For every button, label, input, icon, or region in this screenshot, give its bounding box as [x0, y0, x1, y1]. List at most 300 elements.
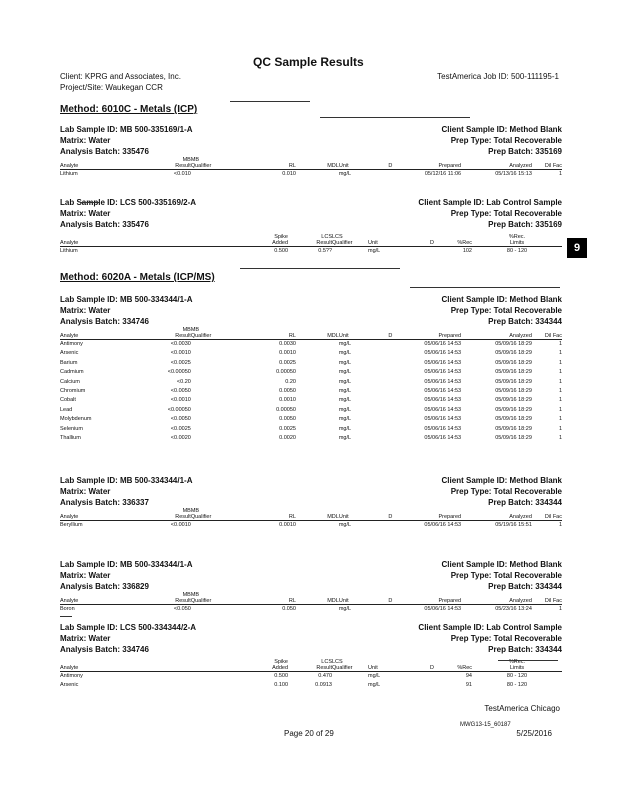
column-header: Analyte [60, 665, 230, 672]
prep-batch: Prep Batch: 334344 [488, 582, 562, 591]
table-cell: 1 [558, 171, 562, 177]
table-cell: 05/13/16 15:13 [495, 171, 532, 177]
table-row [60, 406, 562, 415]
table-cell: mg/L [338, 522, 352, 528]
column-header: Dil Fac [532, 333, 562, 340]
analysis-batch: Analysis Batch: 334746 [60, 317, 149, 326]
header-rule [60, 616, 72, 617]
table-cell: Arsenic [60, 350, 79, 357]
table-cell [296, 396, 339, 405]
table-cell: <0.0020 [170, 435, 191, 442]
table-row [60, 425, 562, 434]
table-cell: Lithium [60, 248, 78, 254]
table-cell [191, 434, 236, 443]
table-cell: <0.20 [176, 378, 191, 385]
column-header: Analyte [60, 598, 135, 605]
column-header: D [377, 163, 403, 170]
lab-sample-id: Lab Sample ID: MB 500-334344/1-A [60, 560, 193, 569]
column-header: Spike [274, 659, 288, 665]
column-header: Qualifier [191, 163, 236, 170]
table-cell: 05/06/16 14:53 [424, 397, 462, 404]
table-cell: 05/06/16 14:53 [424, 416, 462, 423]
table-cell: <0.0010 [170, 350, 191, 357]
prep-type: Prep Type: Total Recoverable [450, 136, 562, 145]
client-sample-id: Client Sample ID: Lab Control Sample [418, 623, 562, 632]
column-header: MB [190, 508, 200, 514]
column-header: Qualifier [191, 514, 236, 521]
column-header: D [377, 598, 403, 605]
prep-type: Prep Type: Total Recoverable [450, 634, 562, 643]
table-cell [296, 170, 339, 180]
analysis-batch: Analysis Batch: 335476 [60, 220, 149, 229]
prep-batch: Prep Batch: 335169 [488, 220, 562, 229]
client-sample-id: Client Sample ID: Lab Control Sample [418, 198, 562, 207]
prep-batch: Prep Batch: 334344 [488, 498, 562, 507]
table-cell [296, 359, 339, 368]
table-cell [332, 247, 368, 257]
column-header: Qualifier [191, 333, 236, 340]
table-cell: 0.0025 [279, 425, 296, 432]
column-header: LCS [332, 234, 343, 240]
table-cell: mg/L [338, 369, 352, 376]
table-cell: 05/09/16 18:29 [495, 416, 532, 423]
table-cell [296, 387, 339, 396]
column-header: RL [236, 333, 296, 340]
table-row [60, 170, 562, 180]
method-6020a-title: Method: 6020A - Metals (ICP/MS) [60, 272, 215, 283]
prep-batch: Prep Batch: 335169 [488, 147, 562, 156]
section-tab-badge: 9 [567, 238, 587, 258]
table-cell [377, 170, 403, 180]
table-cell: 1 [558, 378, 562, 385]
table-row [60, 681, 562, 690]
table-cell: 0.00050 [276, 406, 296, 413]
table-cell: 1 [558, 416, 562, 423]
table-cell: <0.0025 [170, 425, 191, 432]
table-cell: 1 [558, 350, 562, 357]
table-row [60, 349, 562, 358]
table-cell: Antimony [60, 673, 83, 679]
table-cell: Cobalt [60, 397, 76, 404]
table-cell: Cadmium [60, 369, 84, 376]
header-rule [498, 660, 558, 661]
column-header: Unit [368, 665, 422, 672]
table-cell: Antimony [60, 341, 83, 347]
column-header: Result [135, 333, 191, 340]
column-header: Analyte [60, 333, 135, 340]
table-cell [191, 605, 236, 615]
table-cell [422, 247, 442, 257]
table-cell: 1 [558, 435, 562, 442]
table-row [60, 359, 562, 368]
table-cell [296, 605, 339, 615]
column-header: Dil Fac [532, 598, 562, 605]
column-header: RL [236, 514, 296, 521]
lab-control-table [60, 234, 562, 256]
table-cell: 0.0010 [279, 397, 296, 404]
table-cell: mg/L [338, 171, 352, 177]
table-cell: <0.0025 [170, 359, 191, 366]
lab-control-table [60, 659, 562, 691]
table-cell: 05/06/16 14:53 [424, 378, 462, 385]
column-header: Added [230, 240, 288, 247]
table-cell: 0.0020 [279, 435, 296, 442]
column-header: Unit [339, 333, 378, 340]
matrix: Matrix: Water [60, 487, 111, 496]
method-6010c-title: Method: 6010C - Metals (ICP) [60, 104, 198, 115]
table-cell: 05/09/16 18:29 [495, 378, 532, 385]
table-cell: mg/L [338, 406, 352, 413]
table-cell [377, 434, 403, 443]
table-cell: mg/L [338, 425, 352, 432]
header-rule [230, 101, 310, 102]
column-header: Analyzed [461, 514, 532, 521]
table-cell: <0.0050 [170, 388, 191, 395]
table-cell [377, 340, 403, 350]
column-header: %Rec [442, 665, 472, 672]
column-header: Unit [339, 514, 378, 521]
table-cell: Selenium [60, 425, 83, 432]
table-cell: 05/06/16 14:53 [424, 388, 462, 395]
table-cell [296, 406, 339, 415]
table-cell: 05/19/16 15:51 [495, 522, 532, 528]
table-cell: Beryllium [60, 522, 83, 528]
column-header: Result [288, 665, 332, 672]
column-header: Analyte [60, 163, 135, 170]
table-cell: <0.00050 [167, 406, 191, 413]
column-header: Result [135, 598, 191, 605]
table-cell: <0.0010 [170, 397, 191, 404]
table-cell [422, 681, 442, 690]
table-cell: mg/L [338, 378, 352, 385]
column-header: MB [182, 508, 191, 514]
column-header: D [422, 665, 442, 672]
table-cell: 1 [558, 341, 562, 347]
column-header: Added [230, 665, 288, 672]
prep-type: Prep Type: Total Recoverable [450, 306, 562, 315]
matrix: Matrix: Water [60, 571, 111, 580]
table-cell: 0.500 [274, 673, 288, 679]
table-cell: <0.0050 [170, 416, 191, 423]
column-header: Prepared [403, 514, 461, 521]
table-cell [422, 672, 442, 682]
table-cell: 1 [558, 388, 562, 395]
table-cell: 0.0010 [279, 350, 296, 357]
job-id: TestAmerica Job ID: 500-111195-1 [437, 72, 559, 81]
lab-sample-id: Lab Sample ID: LCS 500-335169/2-A [60, 198, 197, 207]
table-cell: 05/06/16 14:53 [424, 369, 462, 376]
analysis-batch: Analysis Batch: 336337 [60, 498, 149, 507]
column-header: Result [135, 514, 191, 521]
table-cell: 0.5?? [318, 248, 332, 254]
table-cell [296, 340, 339, 350]
table-cell [377, 406, 403, 415]
table-cell [296, 349, 339, 358]
table-cell: Arsenic [60, 682, 79, 689]
column-header: MB [190, 327, 200, 333]
table-row [60, 396, 562, 405]
column-header: D [377, 514, 403, 521]
table-cell: 0.500 [274, 248, 288, 254]
table-cell: 0.050 [282, 606, 296, 612]
client-sample-id: Client Sample ID: Method Blank [441, 295, 562, 304]
table-cell: <0.050 [173, 606, 191, 612]
table-cell: 0.0050 [279, 388, 296, 395]
table-cell: 0.0913 [315, 682, 332, 689]
table-cell [377, 368, 403, 377]
column-header: Analyzed [461, 598, 532, 605]
column-header: D [377, 333, 403, 340]
column-header: MDL [296, 598, 339, 605]
lab-sample-id: Lab Sample ID: MB 500-335169/1-A [60, 125, 193, 134]
column-header: MB [190, 592, 200, 598]
table-cell: 05/09/16 18:29 [495, 359, 532, 366]
table-cell [296, 521, 339, 531]
header-rule [80, 202, 100, 203]
matrix: Matrix: Water [60, 209, 111, 218]
table-cell [191, 425, 236, 434]
column-header: Qualifier [332, 665, 368, 672]
column-header: %Rec. [508, 659, 526, 665]
table-cell [191, 359, 236, 368]
table-cell: mg/L [368, 673, 381, 679]
table-cell: mg/L [338, 350, 352, 357]
column-header: Analyte [60, 514, 135, 521]
table-cell: 05/06/16 14:53 [424, 341, 462, 347]
column-header: Prepared [403, 163, 461, 170]
table-cell: 1 [558, 522, 562, 528]
table-cell: 05/09/16 18:29 [495, 406, 532, 413]
table-cell: Thallium [60, 435, 81, 442]
table-cell [377, 387, 403, 396]
client-name: Client: KPRG and Associates, Inc. [60, 72, 181, 81]
table-cell: Lithium [60, 171, 78, 177]
column-header: MB [182, 157, 191, 163]
column-header: Limits [472, 665, 562, 672]
table-cell: mg/L [338, 606, 352, 612]
table-cell: mg/L [338, 435, 352, 442]
column-header: Limits [472, 240, 562, 247]
client-sample-id: Client Sample ID: Method Blank [441, 560, 562, 569]
analysis-batch: Analysis Batch: 335476 [60, 147, 149, 156]
table-cell [296, 415, 339, 424]
table-cell [191, 415, 236, 424]
table-cell: mg/L [368, 682, 381, 689]
table-cell: 0.00050 [276, 369, 296, 376]
table-cell: 1 [558, 406, 562, 413]
table-cell [377, 359, 403, 368]
column-header: LCS [321, 659, 332, 665]
table-cell: <0.0010 [170, 522, 191, 528]
table-cell: 80 - 120 [506, 248, 528, 254]
column-header: D [422, 240, 442, 247]
report-date: 5/25/2016 [516, 729, 552, 738]
column-header: Spike [274, 234, 288, 240]
table-cell [296, 368, 339, 377]
document-code: MWG13-15_60187 [460, 722, 511, 728]
table-cell: Barium [60, 359, 78, 366]
column-header: MB [182, 327, 191, 333]
table-cell: 91 [465, 682, 472, 689]
method-blank-table [60, 327, 562, 443]
prep-type: Prep Type: Total Recoverable [450, 487, 562, 496]
column-header: Qualifier [332, 240, 368, 247]
column-header: MDL [296, 333, 339, 340]
table-cell: 1 [558, 397, 562, 404]
matrix: Matrix: Water [60, 306, 111, 315]
column-header: Result [135, 163, 191, 170]
method-blank-table [60, 157, 562, 179]
table-cell [332, 681, 368, 690]
table-cell: 102 [462, 248, 472, 254]
table-cell: 94 [465, 673, 472, 679]
table-cell [377, 415, 403, 424]
table-row [60, 521, 562, 531]
table-cell: 0.100 [274, 682, 288, 689]
table-cell [296, 434, 339, 443]
table-row [60, 378, 562, 387]
table-cell: <0.0030 [170, 341, 191, 347]
table-cell [377, 425, 403, 434]
table-cell: 05/09/16 18:29 [495, 369, 532, 376]
column-header: Unit [339, 163, 378, 170]
table-cell: 05/06/16 14:53 [424, 606, 462, 612]
table-cell: 05/06/16 14:53 [424, 425, 462, 432]
table-cell [191, 378, 236, 387]
table-cell [191, 406, 236, 415]
table-cell [377, 378, 403, 387]
column-header: Dil Fac [532, 514, 562, 521]
analysis-batch: Analysis Batch: 336829 [60, 582, 149, 591]
table-cell: mg/L [338, 341, 352, 347]
table-cell: 05/06/16 14:53 [424, 522, 462, 528]
table-row [60, 387, 562, 396]
table-cell: 0.470 [318, 673, 332, 679]
table-cell: mg/L [338, 416, 352, 423]
table-cell: 0.0030 [279, 341, 296, 347]
column-header: Result [288, 240, 332, 247]
method-blank-table [60, 592, 562, 614]
column-header: Unit [339, 598, 378, 605]
table-cell: 05/06/16 14:53 [424, 350, 462, 357]
header-rule [320, 117, 470, 118]
company-name: TestAmerica Chicago [484, 704, 560, 713]
table-cell: <0.010 [173, 171, 191, 177]
table-cell: 05/09/16 18:29 [495, 397, 532, 404]
header-rule [240, 268, 400, 269]
table-cell: 80 - 120 [506, 673, 528, 679]
table-cell: 1 [558, 606, 562, 612]
table-cell [191, 521, 236, 531]
table-cell: <0.00050 [167, 369, 191, 376]
prep-batch: Prep Batch: 334344 [488, 317, 562, 326]
table-cell: 05/09/16 18:29 [495, 350, 532, 357]
table-cell: 1 [558, 359, 562, 366]
matrix: Matrix: Water [60, 634, 111, 643]
table-row [60, 368, 562, 377]
column-header: Prepared [403, 333, 461, 340]
column-header: Analyzed [461, 333, 532, 340]
prep-type: Prep Type: Total Recoverable [450, 571, 562, 580]
table-cell: 0.0025 [279, 359, 296, 366]
column-header: %Rec [442, 240, 472, 247]
lab-sample-id: Lab Sample ID: MB 500-334344/1-A [60, 476, 193, 485]
column-header: Dil Fac [532, 163, 562, 170]
column-header: RL [236, 598, 296, 605]
header-rule [410, 287, 560, 288]
table-row [60, 247, 562, 257]
table-cell [332, 672, 368, 682]
table-cell: 0.0050 [279, 416, 296, 423]
table-cell: 05/09/16 18:29 [495, 388, 532, 395]
table-cell: 80 - 120 [506, 682, 528, 689]
column-header: LCS [332, 659, 343, 665]
column-header: MDL [296, 514, 339, 521]
table-cell [191, 387, 236, 396]
table-cell: 1 [558, 425, 562, 432]
table-cell [296, 378, 339, 387]
table-cell [191, 368, 236, 377]
column-header: Qualifier [191, 598, 236, 605]
table-cell: 05/06/16 14:53 [424, 435, 462, 442]
column-header: %Rec. [508, 234, 526, 240]
table-cell: 05/09/16 18:29 [495, 435, 532, 442]
table-cell: 05/06/16 14:53 [424, 406, 462, 413]
table-cell: mg/L [338, 397, 352, 404]
table-row [60, 340, 562, 350]
table-cell: 0.20 [285, 378, 296, 385]
table-cell [377, 521, 403, 531]
column-header: Analyzed [461, 163, 532, 170]
table-row [60, 434, 562, 443]
client-sample-id: Client Sample ID: Method Blank [441, 125, 562, 134]
table-cell: 1 [558, 369, 562, 376]
table-cell: Lead [60, 406, 73, 413]
table-cell: mg/L [338, 359, 352, 366]
matrix: Matrix: Water [60, 136, 111, 145]
table-cell: mg/L [368, 248, 381, 254]
table-cell [191, 340, 236, 350]
table-cell [191, 396, 236, 405]
page-title: QC Sample Results [253, 55, 364, 69]
table-cell: 05/09/16 18:29 [495, 341, 532, 347]
table-cell [191, 170, 236, 180]
table-cell [377, 605, 403, 615]
table-cell: 05/23/16 13:24 [495, 606, 532, 612]
table-cell: 05/12/16 11:06 [424, 171, 462, 177]
table-cell: 05/09/16 18:29 [495, 425, 532, 432]
column-header: MB [182, 592, 191, 598]
table-cell: 0.010 [282, 171, 296, 177]
column-header: Prepared [403, 598, 461, 605]
table-cell: 05/06/16 14:53 [424, 359, 462, 366]
lab-sample-id: Lab Sample ID: LCS 500-334344/2-A [60, 623, 197, 632]
table-cell [191, 349, 236, 358]
column-header: Unit [368, 240, 422, 247]
column-header: Analyte [60, 240, 230, 247]
table-row [60, 672, 562, 682]
table-cell [377, 396, 403, 405]
prep-batch: Prep Batch: 334344 [488, 645, 562, 654]
table-row [60, 415, 562, 424]
table-cell: Chromium [60, 388, 86, 395]
column-header: MDL [296, 163, 339, 170]
table-cell: Calcium [60, 378, 80, 385]
table-cell [296, 425, 339, 434]
table-cell: Boron [60, 606, 75, 612]
method-blank-table [60, 508, 562, 530]
table-cell: Molybdenum [60, 416, 92, 423]
